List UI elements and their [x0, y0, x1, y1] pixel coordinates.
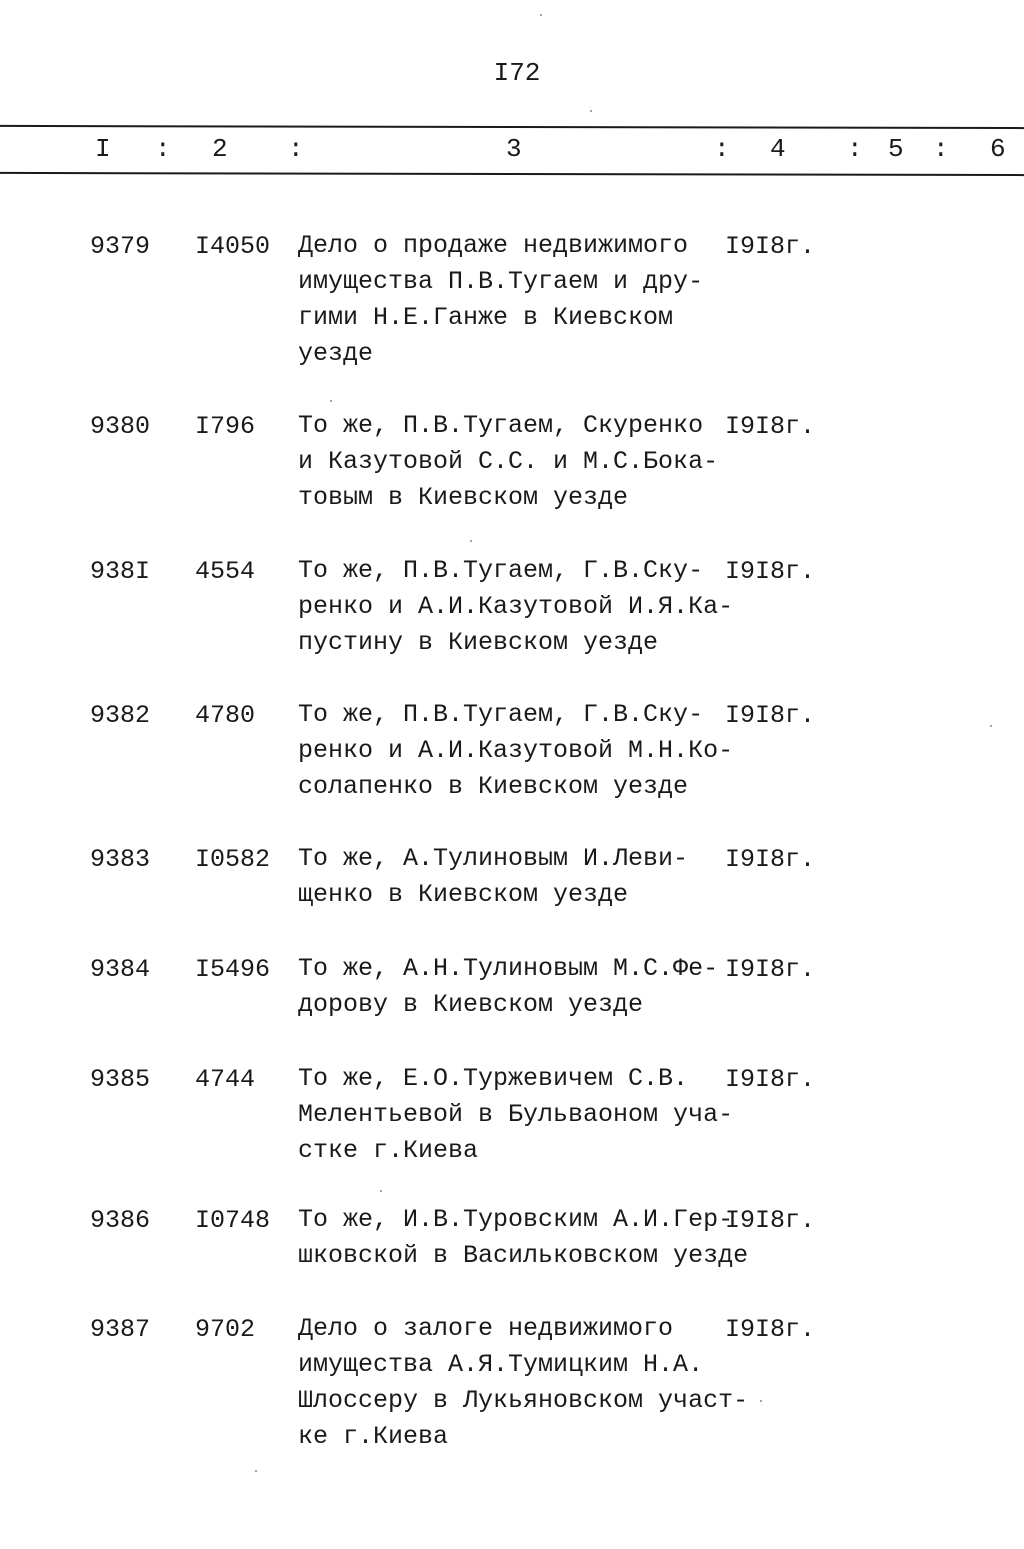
scan-speck: [470, 540, 472, 542]
file-number: I0582: [195, 845, 271, 874]
entry-description: [298, 845, 728, 917]
description-line: То же, П.В.Тугаем, Г.В.Ску-: [298, 556, 704, 585]
entry-description: [298, 1205, 749, 1278]
page-number: I72: [493, 58, 541, 88]
description-line: щенко в Киевском уезде: [298, 880, 629, 909]
description-line: Шлоссеру в Лукьяновском участ-: [298, 1386, 749, 1415]
description-line: товым в Киевском уезде: [298, 483, 629, 512]
column-header-5: 5: [888, 134, 904, 164]
description-line: пустину в Киевском уезде: [298, 628, 659, 657]
item-number: 9386: [90, 1206, 151, 1235]
item-number: 9385: [90, 1065, 151, 1094]
entry-year: I9I8г.: [725, 1065, 816, 1094]
entry-description: [298, 232, 728, 376]
column-separator: :: [288, 134, 304, 164]
entry-description: [298, 955, 728, 1027]
entry-year: I9I8г.: [725, 557, 816, 586]
description-line: То же, А.Н.Тулиновым М.С.Фе-: [298, 954, 719, 983]
description-line: То же, П.В.Тугаем, Г.В.Ску-: [298, 700, 704, 729]
description-line: имущества А.Я.Тумицким Н.А.: [298, 1350, 704, 1379]
item-number: 9383: [90, 845, 151, 874]
scan-speck: [330, 400, 332, 402]
header-top-rule: [0, 125, 1024, 129]
description-line: То же, А.Тулиновым И.Леви-: [298, 844, 689, 873]
header-bottom-rule: [0, 172, 1024, 176]
scan-speck: [590, 110, 592, 112]
description-line: и Казутовой С.С. и М.С.Бока-: [298, 447, 719, 476]
scan-speck: [255, 1470, 257, 1472]
description-line: Мелентьевой в Бульваоном уча-: [298, 1100, 734, 1129]
entry-year: I9I8г.: [725, 1315, 816, 1344]
column-header-4: 4: [770, 134, 786, 164]
column-separator: :: [155, 134, 171, 164]
entry-description: [298, 556, 734, 665]
column-header-3: 3: [506, 134, 522, 164]
description-line: То же, И.В.Туровским А.И.Гер-: [298, 1205, 734, 1234]
column-separator: :: [714, 134, 730, 164]
item-number: 938I: [90, 557, 151, 586]
item-number: 9379: [90, 232, 151, 261]
description-line: То же, Е.О.Туржевичем С.В.: [298, 1064, 689, 1093]
scan-speck: [540, 14, 542, 16]
description-line: шковской в Васильковском уезде: [298, 1241, 749, 1270]
file-number: 4744: [195, 1065, 256, 1094]
file-number: I0748: [195, 1206, 271, 1235]
column-header-1: I: [95, 134, 111, 164]
description-line: ке г.Киева: [298, 1422, 449, 1451]
file-number: I796: [195, 412, 256, 441]
file-number: 9702: [195, 1315, 256, 1344]
file-number: 4780: [195, 701, 256, 730]
column-separator: :: [933, 134, 949, 164]
entry-description: [298, 1314, 749, 1459]
column-header-row: [0, 134, 1024, 168]
item-number: 9387: [90, 1315, 151, 1344]
description-line: То же, П.В.Тугаем, Скуренко: [298, 411, 704, 440]
scan-speck: [380, 1190, 382, 1192]
column-header-2: 2: [212, 134, 228, 164]
entry-year: I9I8г.: [725, 412, 816, 441]
description-line: ренко и А.И.Казутовой М.Н.Ко-: [298, 736, 734, 765]
item-number: 9384: [90, 955, 151, 984]
entry-year: I9I8г.: [725, 701, 816, 730]
file-number: I5496: [195, 955, 271, 984]
column-header-6: 6: [990, 134, 1006, 164]
description-line: имущества П.В.Тугаем и дру-: [298, 267, 704, 296]
description-line: стке г.Киева: [298, 1136, 479, 1165]
entry-year: I9I8г.: [725, 232, 816, 261]
description-line: дорову в Киевском уезде: [298, 990, 644, 1019]
item-number: 9382: [90, 701, 151, 730]
file-number: 4554: [195, 557, 256, 586]
scan-speck: [760, 1400, 762, 1402]
item-number: 9380: [90, 412, 151, 441]
description-line: Дело о продаже недвижимого: [298, 231, 689, 260]
description-line: гими Н.Е.Ганже в Киевском: [298, 303, 674, 332]
entry-year: I9I8г.: [725, 845, 816, 874]
description-line: солапенко в Киевском уезде: [298, 772, 689, 801]
column-separator: :: [847, 134, 863, 164]
entry-year: I9I8г.: [725, 1206, 816, 1235]
entry-year: I9I8г.: [725, 955, 816, 984]
entry-description: [298, 700, 734, 809]
file-number: I4050: [195, 232, 271, 261]
entry-description: [298, 412, 728, 520]
description-line: уезде: [298, 339, 374, 368]
scan-speck: [990, 725, 992, 727]
entry-description: [298, 1064, 734, 1173]
description-line: ренко и А.И.Казутовой И.Я.Ка-: [298, 592, 734, 621]
description-line: Дело о залоге недвижимого: [298, 1314, 674, 1343]
